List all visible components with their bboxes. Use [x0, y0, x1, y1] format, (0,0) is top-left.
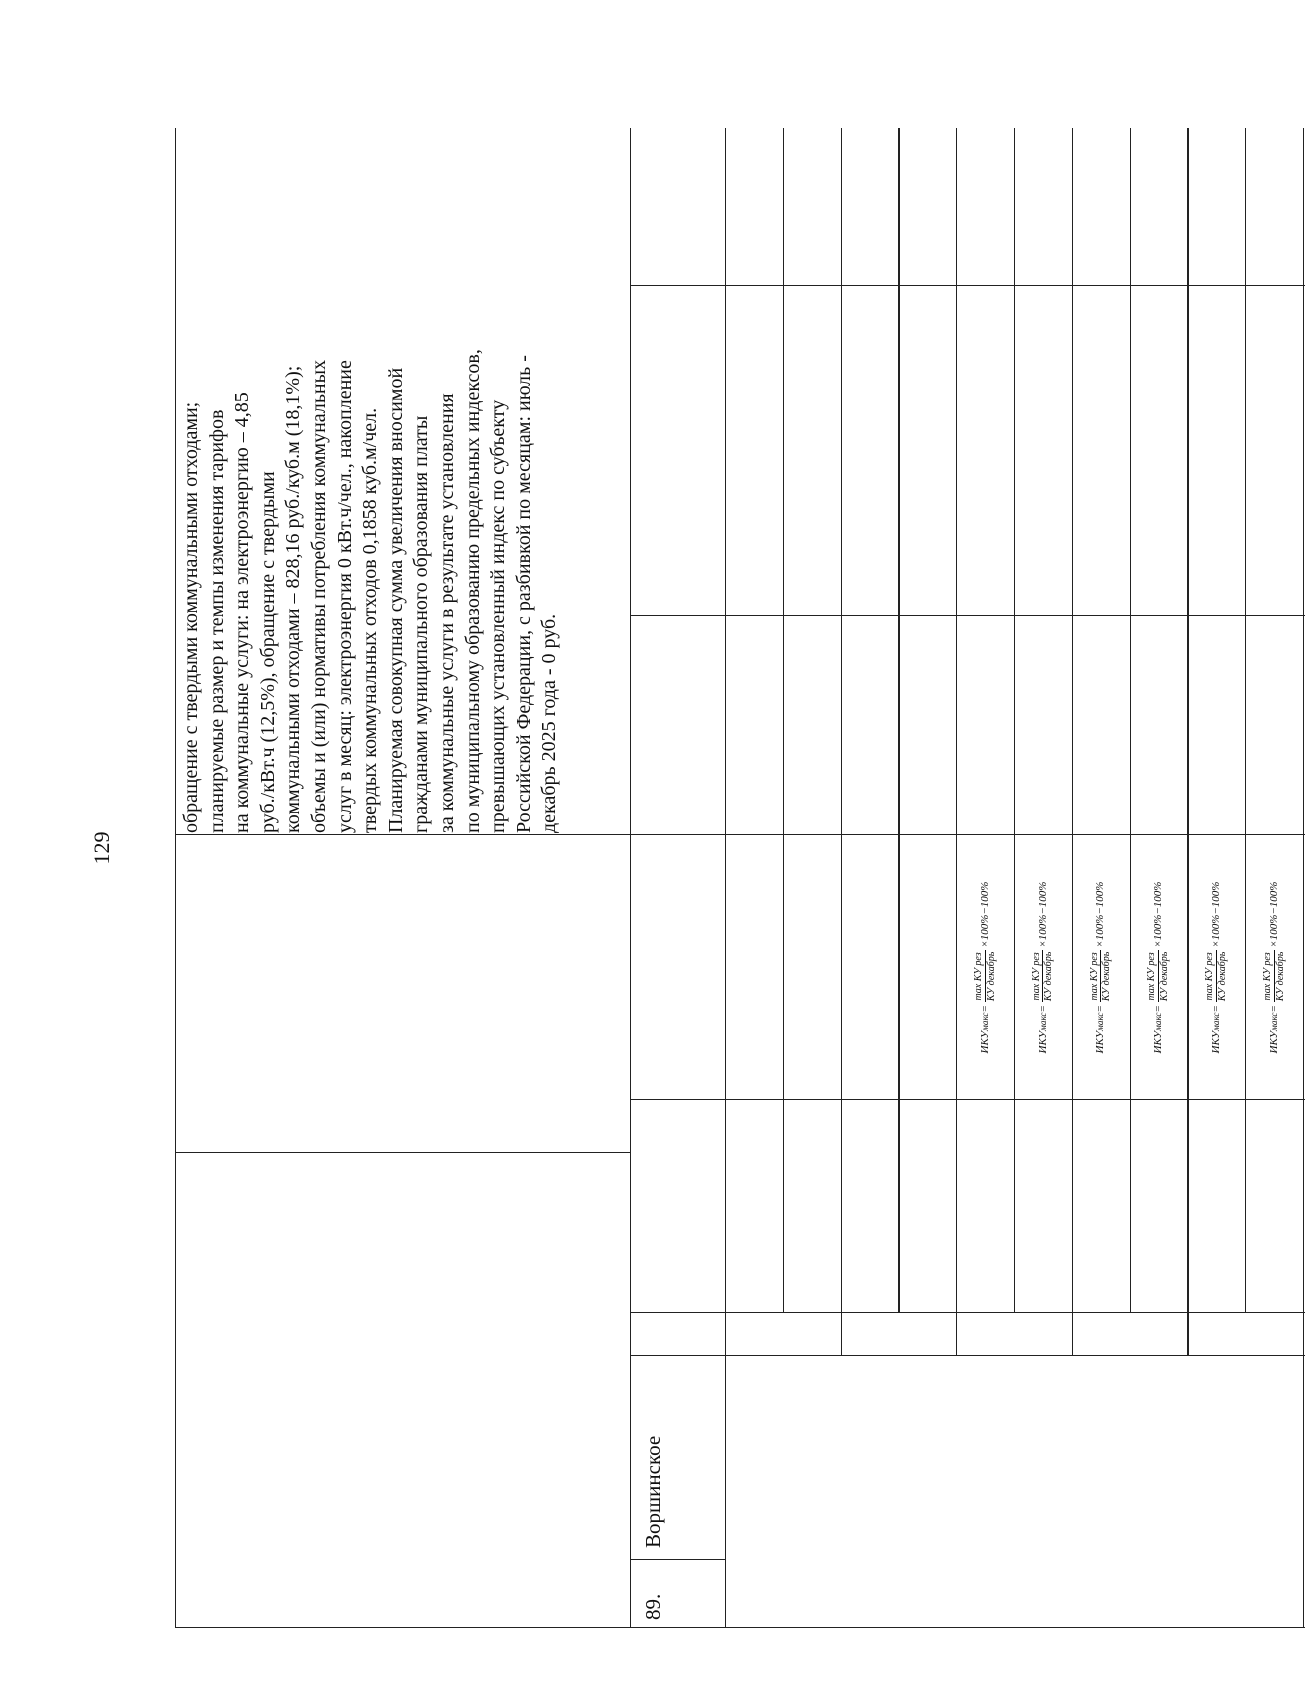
formula-tail: ×100%−100%: [1209, 881, 1222, 948]
period-label: [725, 1100, 783, 1306]
formula-eq: =: [1094, 1005, 1107, 1013]
indicator-value: [1187, 128, 1245, 286]
year-cell: [725, 1312, 783, 1356]
period-label: [841, 1100, 899, 1306]
formula-tail: ×100%−100%: [1152, 881, 1165, 948]
formula-eq: =: [1036, 1005, 1049, 1013]
formula-numerator: max КУ рез: [1088, 952, 1100, 1001]
period-label: [898, 1100, 956, 1306]
index-formula: [1245, 835, 1303, 1100]
formula-fraction: [973, 950, 997, 1003]
formula-lhs-sub: макс: [979, 1012, 990, 1031]
row-number: 89.: [641, 1593, 665, 1620]
row-separator: [1187, 128, 1188, 616]
period-label: [1072, 1100, 1130, 1306]
formula-fraction: [1031, 950, 1055, 1003]
formula-fraction: [1262, 950, 1286, 1003]
formula-tail: ×100%−100%: [1267, 881, 1280, 948]
index-formula: [1187, 835, 1245, 1100]
description-text: обращение с твердыми коммунальными отходами; планируемые размер и темпы изменения тарифов на коммунальные услуги: на электроэнергию – 4,85 руб./кВт.ч (12,5%), обращение с твердыми коммунальными отходами – 828,16 руб./куб.м (18,1%); объемы и (или) нормативы потребления коммунальных услуг в месяц: электроэнергия 0 кВт.ч/чел., накопление твердых коммунальных отходов 0,1858 куб.м/чел. Планируемая совокупная сумма увеличения вносимой гражданами муниципального образования платы за коммунальные услуги в результате установления по муниципальному образованию предельных индексов, превышающих установленный индекс по субъекту Российской Федерации, с разбивкой по месяцам: июль - декабрь 2025 года - 0 руб.: [180, 349, 561, 833]
col-separator: [630, 1312, 1305, 1313]
row-separator: [1245, 128, 1246, 616]
page-number: 129: [89, 831, 114, 865]
formula-numerator: max КУ рез: [1030, 952, 1042, 1001]
row-separator: [898, 128, 899, 616]
period-label: [1187, 1100, 1245, 1306]
formula-fraction: [1089, 950, 1113, 1003]
year-cell: [1187, 1312, 1245, 1356]
row-separator: [1303, 128, 1304, 1628]
row-separator: [1014, 128, 1015, 616]
formula-denominator: КУ декабрь: [1158, 951, 1170, 1002]
year-cell: [841, 1312, 899, 1356]
formula-lhs: ИКУ: [1094, 1030, 1107, 1054]
formula-denominator: КУ декабрь: [1043, 951, 1055, 1002]
formula-lhs-sub: макс: [1268, 1012, 1279, 1031]
index-value: [725, 835, 783, 1100]
formula-lhs-sub: макс: [1210, 1012, 1221, 1031]
formula-numerator: max КУ рез: [972, 952, 984, 1001]
col-separator: [630, 1559, 725, 1560]
col-separator: [175, 1152, 630, 1153]
indicator-value: [1072, 128, 1130, 286]
formula-numerator: max КУ рез: [1146, 952, 1158, 1001]
formula-denominator: КУ декабрь: [1101, 951, 1113, 1002]
formula-lhs-sub: макс: [1037, 1012, 1048, 1031]
formula-eq: =: [1209, 1005, 1222, 1013]
formula-denominator: КУ декабрь: [985, 951, 997, 1002]
index-value: [841, 835, 899, 1100]
index-value: [783, 835, 841, 1100]
year-cell: [1072, 1312, 1130, 1356]
indicator-value: [1130, 128, 1188, 286]
rotated-table: [175, 128, 1305, 1628]
index-formula: [956, 835, 1014, 1100]
indicator-value: [1245, 128, 1303, 286]
threshold-category: [630, 616, 898, 835]
formula-lhs: ИКУ: [1152, 1030, 1165, 1054]
formula-eq: =: [978, 1005, 991, 1013]
period-label: [1130, 1100, 1188, 1306]
period-label: [783, 1100, 841, 1306]
row-separator: [1130, 128, 1131, 616]
indicator-label: [630, 286, 783, 616]
year-cell: [956, 1312, 1014, 1356]
period-label: [956, 1100, 1014, 1306]
formula-lhs: ИКУ: [1209, 1030, 1222, 1054]
formula-tail: ×100%−100%: [1094, 881, 1107, 948]
indicator-label: [783, 286, 841, 616]
formula-denominator: КУ декабрь: [1216, 951, 1228, 1002]
formula-lhs-sub: макс: [1153, 1012, 1164, 1031]
indicator-value: [898, 128, 956, 286]
index-formula: [1014, 835, 1072, 1100]
indicator-value: [841, 128, 899, 286]
row-separator: [841, 128, 842, 616]
indicator-label: [1187, 286, 1245, 616]
index-formula: [1072, 835, 1130, 1100]
formula-eq: =: [1152, 1005, 1165, 1013]
indicator-value: [1014, 128, 1072, 286]
formula-numerator: max КУ рез: [1261, 952, 1273, 1001]
threshold-category: [1245, 616, 1303, 835]
row-separator: [1072, 128, 1073, 616]
period-label: [1014, 1100, 1072, 1306]
col-separator: [175, 834, 630, 835]
indicator-label: [841, 286, 899, 616]
formula-fraction: [1146, 950, 1170, 1003]
formula-lhs: ИКУ: [978, 1030, 991, 1054]
threshold-category: [1072, 616, 1245, 835]
formula-lhs: ИКУ: [1036, 1030, 1049, 1054]
index-formula: [1130, 835, 1188, 1100]
indicator-value: [630, 128, 783, 286]
formula-eq: =: [1267, 1005, 1280, 1013]
indicator-value: [956, 128, 1014, 286]
indicator-label: [956, 286, 1014, 616]
formula-lhs-sub: макс: [1095, 1012, 1106, 1031]
indicator-label: [898, 286, 956, 616]
formula-tail: ×100%−100%: [978, 881, 991, 948]
formula-lhs: ИКУ: [1267, 1030, 1280, 1054]
indicator-label: [1072, 286, 1130, 616]
indicator-label: [1014, 286, 1072, 616]
indicator-value: [783, 128, 841, 286]
col-separator: [630, 285, 1305, 286]
formula-denominator: КУ декабрь: [1274, 951, 1286, 1002]
row-separator: [783, 128, 784, 616]
period-label: [1245, 1100, 1303, 1306]
formula-tail: ×100%−100%: [1036, 881, 1049, 948]
municipality-name: Воршинское: [641, 1435, 665, 1548]
row-separator: [956, 128, 957, 616]
indicator-label: [1130, 286, 1188, 616]
index-value: [898, 835, 956, 1100]
indicator-label: [1245, 286, 1303, 616]
formula-numerator: max КУ рез: [1204, 952, 1216, 1001]
threshold-category: [898, 616, 1071, 835]
formula-fraction: [1204, 950, 1228, 1003]
